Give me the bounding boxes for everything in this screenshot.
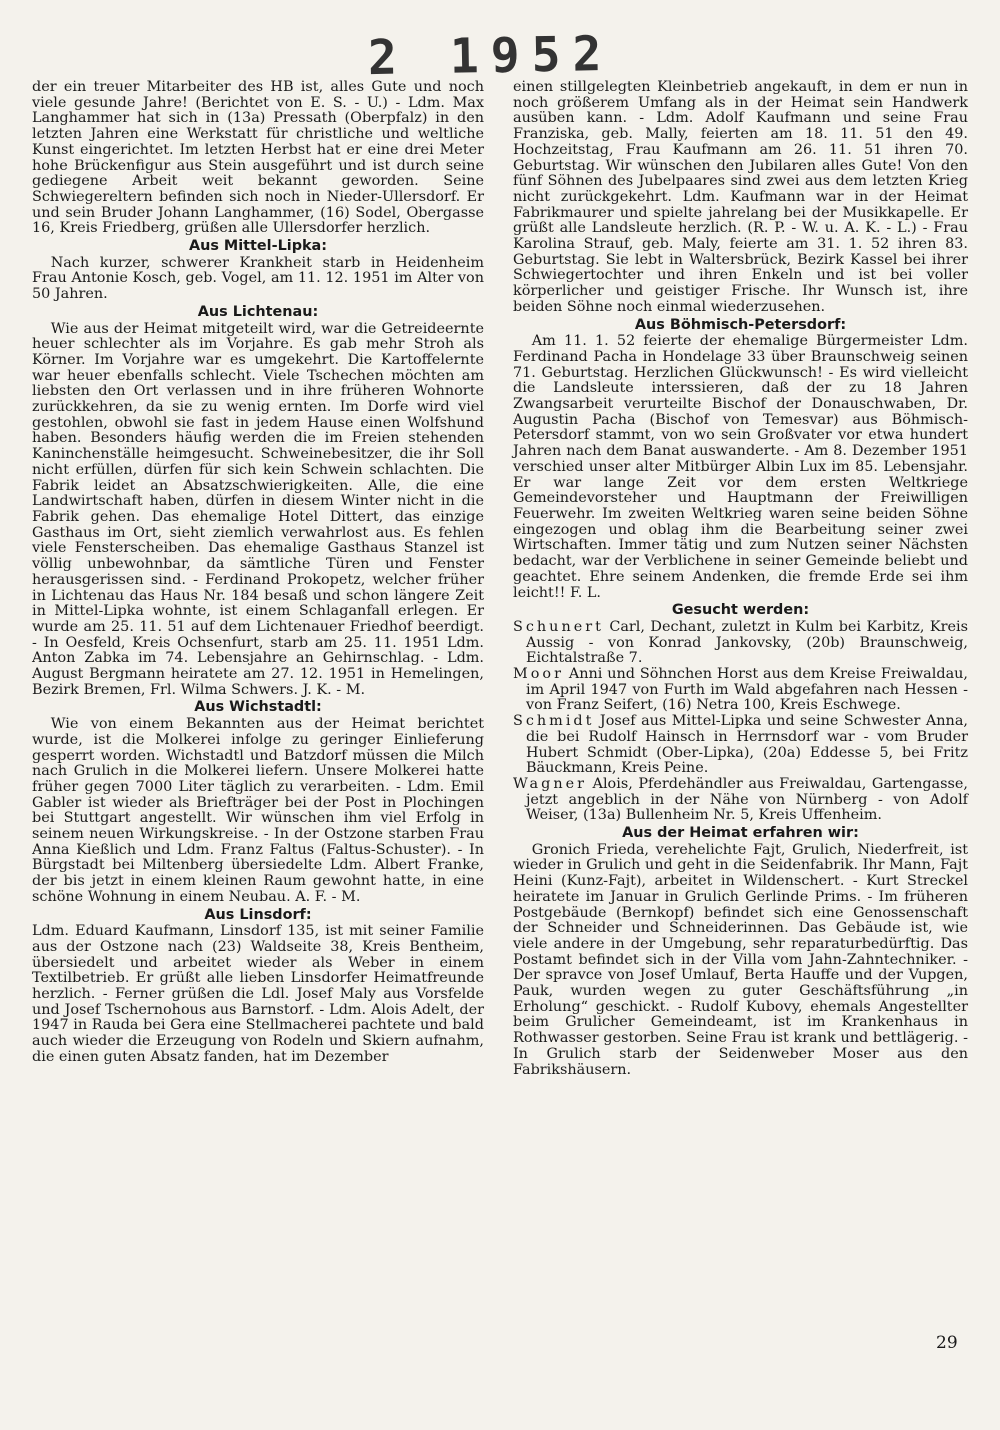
search-entry-text: Josef aus Mittel-Lipka und seine Schwester Anna, die bei Rudolf Hainsch in Herrnsdorf war - vom Bruder Hubert Schmidt (Ober-Lipka), (20a) Eddesse 5, bei Fritz Bäuckmann, Kreis Peine. [525, 713, 968, 777]
search-entry-name: Moor [513, 666, 564, 683]
article-paragraph: der ein treuer Mitarbeiter des HB ist, alles Gute und noch viele gesunde Jahre! (Berichtet von E. S. - U.) - Ldm. Max Langhammer hat sich in (13a) Pressath (Oberpfalz) in den letzten Jahren eine Werkstatt für christliche und weltliche Kunst eingerichtet. Im letzten Herbst hat er eine drei Meter hohe Brückenfigur aus Stein ausgeführt und ist durch seine gediegene Arbeit weit bekannt geworden. Seine Schwiegereltern befinden sich noch in Nieder-Ullersdorf. Er und sein Bruder Johann Langhammer, (16) Sodel, Obergasse 16, Kreis Friedberg, grüßen alle Ullersdorfer herzlich. [32, 79, 484, 237]
search-entry-text: Carl, Dechant, zuletzt in Kulm bei Karbitz, Kreis Aussig - von Konrad Jankovsky, (20b) Braunschweig, Eichtalstraße 7. [525, 618, 968, 667]
search-entry-name: Schmidt [513, 713, 595, 730]
article-paragraph: Wie aus der Heimat mitgeteilt wird, war die Getreideernte heuer schlechter als im Vorjahre. Es gab mehr Stroh als Körner. Im Vorjahre war es umgekehrt. Die Kartoffelernte war heuer ebenfalls schlecht. Viele Tschechen möchten am liebsten den Ort verlassen und in ihre früheren Wohnorte zurückkehren, da sie zu wenig ernten. Im Dorfe wird viel gestohlen, obwohl sie fast in jedem Hause einen Wolfshund haben. Besonders häufig werden die im Freien stehenden Kaninchenställe heimgesucht. Schweinebesitzer, die ihr Soll nicht erfüllen, dürfen für sich kein Schwein schlachten. Die Fabrik leidet an Absatzschwierigkeiten. Alle, die eine Landwirtschaft haben, dürfen in diesem Winter nicht in die Fabrik gehen. Das ehemalige Hotel Dittert, das einzige Gasthaus im Ort, sieht ziemlich verwahrlost aus. Es fehlen viele Fensterscheiben. Das ehemalige Gasthaus Stanzel ist völlig unbewohnbar, da sämtliche Türen und Fenster herausgerissen sind. - Ferdinand Prokopetz, welcher früher in Lichtenau das Haus Nr. 184 besaß und schon längere Zeit in Mittel-Lipka wohnte, ist einem Schlaganfall erlegen. Er wurde am 25. 11. 51 auf dem Lichtenauer Friedhof beerdigt. - In Oesfeld, Kreis Ochsenfurt, starb am 25. 11. 1951 Ldm. Anton Zabka im 74. Lebensjahre an Gehirnschlag. - Ldm. August Bergmann heiratete am 27. 12. 1951 in Hemelingen, Bezirk Bremen, Frl. Wilma Schwers. J. K. - M. [32, 320, 484, 698]
article-paragraph: Wie von einem Bekannten aus der Heimat berichtet wurde, ist die Molkerei infolge zu geringer Einlieferung gesperrt worden. Wichstadtl und Batzdorf müssen die Milch nach Grulich in die Molkerei liefern. Unsere Molkerei hatte früher gegen 7000 Liter täglich zu verarbeiten. - Ldm. Emil Gabler ist wieder als Briefträger bei der Post in Plochingen bei Stuttgart angestellt. Wir wünschen ihm viel Erfolg in seinem neuen Wirkungskreise. - In der Ostzone starben Frau Anna Kießlich und Ldm. Franz Faltus (Faltus-Schuster). - In Bürgstadt bei Miltenberg übersiedelte Ldm. Albert Franke, der bis jetzt in einem kleinen Raum gewohnt hatte, in eine schöne Wohnung in einem Neubau. A. F. - M. [32, 716, 484, 905]
search-entry-name: Wagner [513, 775, 587, 792]
page-number: 29 [936, 1333, 958, 1353]
search-entry [513, 714, 968, 777]
section-heading: Aus Linsdorf: [204, 906, 312, 923]
article-paragraph: Nach kurzer, schwerer Krankheit starb in Heidenheim Frau Antonie Kosch, geb. Vogel, am 11. 12. 1951 im Alter von 50 Jahren. [32, 254, 484, 303]
search-entry-text: Anni und Söhnchen Horst aus dem Kreise Freiwaldau, im April 1947 von Furth im Wald abgefahren nach Hessen - von Franz Seifert, (16) Netra 100, Kreis Eschwege. [525, 666, 968, 714]
section-heading: Aus Wichstadtl: [194, 699, 322, 716]
section-heading: Gesucht werden: [671, 602, 810, 619]
section-heading: Aus Böhmisch-Petersdorf: [634, 316, 847, 333]
right-column [513, 80, 968, 1078]
section-heading: Aus Lichtenau: [197, 303, 319, 320]
search-entry [513, 667, 968, 714]
search-entry [513, 777, 968, 824]
search-entry-name: Schunert [513, 618, 604, 635]
search-entry-text: Alois, Pferdehändler aus Freiwaldau, Gartengasse, jetzt angeblich in der Nähe von Nürnberg - von Adolf Weiser, (13a) Bullenheim Nr. 5, Kreis Uffenheim. [525, 775, 968, 824]
article-paragraph: einen stillgelegten Kleinbetrieb angekauft, in dem er nun in noch größerem Umfang als in der Heimat sein Handwerk ausüben kann. - Ldm. Adolf Kaufmann und seine Frau Franziska, geb. Mally, feierten am 18. 11. 51 den 49. Hochzeitstag, Frau Kaufmann am 26. 11. 51 ihren 70. Geburtstag. Wir wünschen den Jubilaren alles Gute! Von den fünf Söhnen des Jubelpaares sind zwei aus dem letzten Krieg nicht zurückgekehrt. Ldm. Kaufmann war in der Heimat Fabrikmaurer und spielte jahrelang bei der Musikkapelle. Er grüßt alle Landsleute herzlich. (R. P. - W. u. A. K. - L.) - Frau Karolina Strauf, geb. Maly, feierte am 31. 1. 52 ihren 83. Geburtstag. Sie lebt in Waltersbrück, Bezirk Kassel bei ihrer Schwiegertochter und ihren Enkeln und ist bei voller körperlicher und geistiger Frische. Ihr Wunsch ist, ihre beiden Söhne noch einmal wiederzusehen. [513, 79, 968, 315]
section-heading: Aus Mittel-Lipka: [188, 238, 328, 255]
section-heading: Aus der Heimat erfahren wir: [622, 825, 859, 842]
article-paragraph: Am 11. 1. 52 feierte der ehemalige Bürgermeister Ldm. Ferdinand Pacha in Hondelage 33 über Braunschweig seinen 71. Geburtstag. Herzlichen Glückwunsch! - Es wird vielleicht die Landsleute interssieren, daß der zu 18 Jahren Zwangsarbeit verurteilte Bischof der Donauschwaben, Dr. Augustin Pacha (Bischof von Temesvar) aus Böhmisch-Petersdorf stammt, von wo sein Großvater vor etwa hundert Jahren nach dem Banat auswanderte. - Am 8. Dezember 1951 verschied unser alter Mitbürger Albin Lux im 85. Lebensjahr. Er war lange Zeit vor dem ersten Weltkriege Gemeindevorsteher und Hauptmann der Freiwilligen Feuerwehr. Im zweiten Weltkrieg waren seine beiden Söhne eingezogen und oblag ihm die Bearbeitung seiner zwei Wirtschaften. Immer tätig und zum Nutzen seiner Nächsten bedacht, war der Verblichene in seiner Gemeinde beliebt und geachtet. Ehre seinem Andenken, die fremde Erde sei ihm leicht!! F. L. [513, 333, 968, 601]
search-entry [513, 620, 968, 667]
article-paragraph: Ldm. Eduard Kaufmann, Linsdorf 135, ist mit seiner Familie aus der Ostzone nach (23) Waldseite 38, Kreis Bentheim, übersiedelt und arbeitet wieder als Weber in einem Textilbetrieb. Er grüßt alle lieben Linsdorfer Heimatfreunde herzlich. - Ferner grüßen die Ldl. Josef Maly aus Vorsfelde und Josef Tschernohous aus Barnstorf. - Ldm. Alois Adelt, der 1947 in Rauda bei Gera eine Stellmacherei pachtete und bald auch wieder die Erzeugung von Rodeln und Skiern aufnahm, die einen guten Absatz fanden, hat im Dezember [32, 923, 484, 1065]
article-paragraph: Gronich Frieda, verehelichte Fajt, Grulich, Niederfreit, ist wieder in Grulich und geht in die Seidenfabrik. Ihr Mann, Fajt Heini (Kunz-Fajt), arbeitet in Wildenschert. - Kurt Streckel heiratete im Januar in Grulich Gerlinde Prims. - Im früheren Postgebäude (Bernkopf) befindet sich eine Genossenschaft der Schneider und Schneiderinnen. Das Gebäude ist, wie viele andere in der Umgebung, sehr reparaturbedürftig. Das Postamt befindet sich in der Villa vom Jahn-Zahntechniker. - Der spravce von Josef Umlauf, Berta Hauffe und der Vupgen, Pauk, wurden wegen zu guter Geschäftsführung „in Erholung“ geschickt. - Rudolf Kubovy, ehemals Angestellter beim Grulicher Gemeindeamt, ist im Krankenhaus in Rothwasser gestorben. Seine Frau ist krank und bettlägerig. - In Grulich starb der Seidenweber Moser aus den Fabrikshäusern. [513, 841, 968, 1078]
left-column [32, 80, 484, 1066]
date-stamp: 2 1952 [367, 25, 614, 87]
